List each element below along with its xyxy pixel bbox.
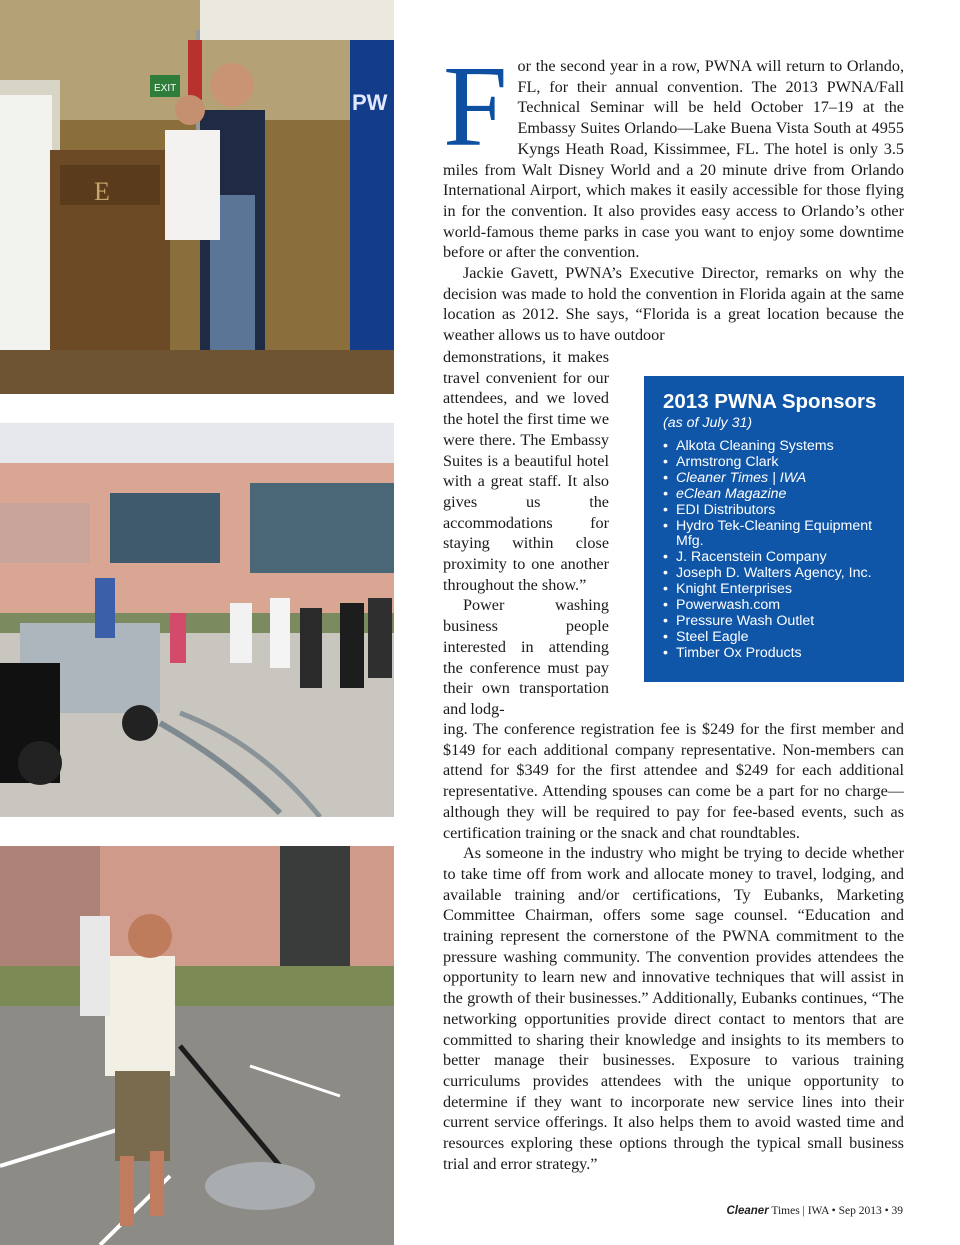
paragraph-3-wide: ing. The conference registration fee is $249 for the first member and $149 for each additional company representative. Non-members can attend for $349 for the first attendee and $249 for each additional representative. Attending spouses can come be a part for no charge—although they will be required to pay for fee-based events, such as certification training or the snack and chat roundtables. [443, 720, 904, 842]
article-narrow-column [443, 347, 609, 720]
sponsors-as-of: (as of July 31) [663, 415, 753, 431]
article-intro [443, 43, 904, 346]
paragraph-4: As someone in the industry who might be trying to decide whether to take time off from work and allocate money to travel, lodging, and available training and/or certifications, Ty Eubanks, Marketing Committee Chairman, offers some sage counsel. “Education and training represent the cornerstone of the PWNA commitment to the pressure washing community. The convention provides attendees the opportunity to learn new and innovative techniques that will assist in the growth of their businesses.” Additionally, Eubanks continues, “The networking opportunities provide direct contact to mentors that are committed to sharing their knowledge and insights to its members to better manage their businesses. Exposure to various training curriculums provides attendees with the unique opportunity to determine if they want to incorporate new service lines into their current service offerings. It also helps them to avoid wasted time and resources exploring these options through the typical small business trial and error strategy.” [443, 844, 904, 1173]
sponsors-sidebar [644, 376, 904, 682]
footer-brand: Cleaner [726, 1205, 769, 1217]
sponsor-item: • Powerwash.com [663, 598, 892, 614]
sponsor-item: • Knight Enterprises [663, 582, 892, 598]
sponsor-item: • eClean Magazine [663, 487, 892, 503]
sponsor-item: • Hydro Tek-Cleaning Equipment Mfg. [663, 519, 892, 551]
sponsor-item: • Timber Ox Products [663, 646, 892, 662]
paragraph-2-wide: Jackie Gavett, PWNA’s Executive Director, remarks on why the decision was made to hold the convention in Florida again at the same location as 2012. She says, “Florida is a great location because the weather allows us to have outdoor [443, 264, 904, 345]
photo-surface-cleaner-demo [0, 846, 394, 1245]
article-lower-column [443, 719, 904, 1174]
sponsor-item: • Steel Eagle [663, 630, 892, 646]
sponsor-item: • Joseph D. Walters Agency, Inc. [663, 566, 892, 582]
drop-cap: F [443, 43, 508, 171]
sponsor-item: • Armstrong Clark [663, 455, 892, 471]
sponsor-item: • Alkota Cleaning Systems [663, 439, 892, 455]
svg-text:PW: PW [352, 90, 388, 115]
photo-outdoor-demonstration [0, 423, 394, 817]
sponsor-item: • EDI Distributors [663, 503, 892, 519]
paragraph-3-narrow: Power washing business people interested in attending the conference must pay their own transportation and lodg- [443, 596, 609, 718]
sponsors-list [663, 439, 892, 662]
paragraph-2-narrow: demonstrations, it makes travel convenient for our attendees, and we loved the hotel the first time we were there. The Embassy Suites is a beautiful hotel with a great staff. It also gives us the accommodations for staying within close proximity to one another throughout the show.” [443, 348, 609, 594]
svg-text:E: E [94, 177, 110, 206]
page-footer [726, 1205, 903, 1217]
footer-text: Times | IWA • Sep 2013 • 39 [768, 1205, 903, 1217]
svg-text:EXIT: EXIT [154, 83, 177, 94]
sponsor-item: • J. Racenstein Company [663, 550, 892, 566]
paragraph-1: or the second year in a row, PWNA will return to Orlando, FL, for their annual convention. The 2013 PWNA/Fall Technical Seminar will be held October 17–19 at the Embassy Suites Orlando—Lake Buena Vista South at 4955 Kyngs Heath Road, Kissimmee, FL. The hotel is only 3.5 miles from Walt Disney World and a 20 minute drive from Orlando International Airport, which makes it easily accessible for those flying in for the convention. It also provides easy access to Orlando’s other world-famous theme parks in case you want to enjoy some downtime before or after the convention. [443, 57, 904, 262]
sponsors-title: 2013 PWNA Sponsors [663, 390, 877, 413]
photo-speakers-at-podium [0, 0, 394, 394]
sponsor-item: • Pressure Wash Outlet [663, 614, 892, 630]
sponsor-item: • Cleaner Times | IWA [663, 471, 892, 487]
